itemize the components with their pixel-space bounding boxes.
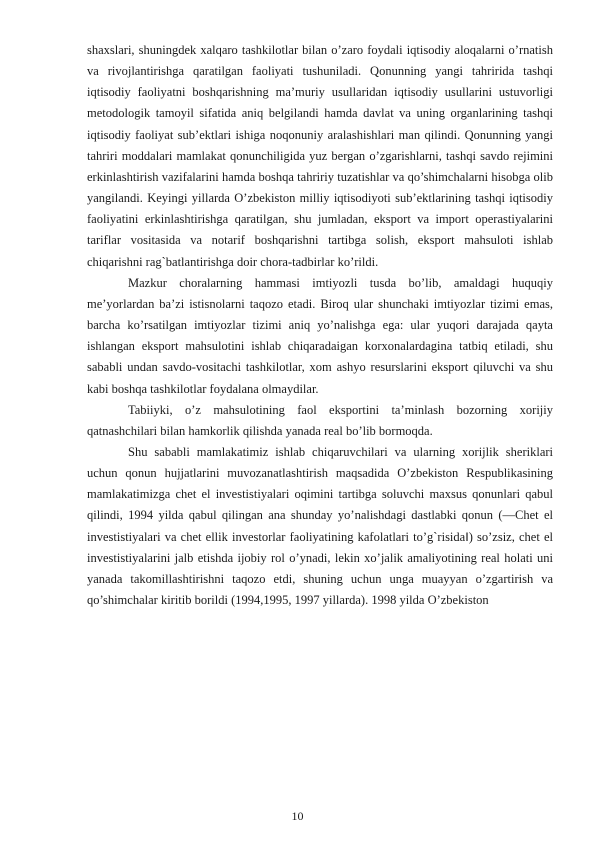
paragraph: Tabiiyki, o’z mahsulotining faol eksportini ta’minlash bozorning xorijiy qatnashchilari bilan hamkorlik qilishda yanada real bo’lib bormoqda.	[87, 402, 553, 438]
paragraph-continued: shaxslari, shuningdek xalqaro tashkilotlar bilan o’zaro foydali iqtisodiy aloqalarni o’rnatish va rivojlantirishga qaratilgan faoliyati tushuniladi. Qonunning yangi tahririda tashqi iqtisodiy faoliyatni boshqarishning ma’muriy usullaridan iqtisodiy usullarini ustuvorligi metodologik tamoyil sifatida aniq belgilandi hamda davlat va uning organlarining tashqi iqtisodiy faoliyat sub’ektlari ishiga noqonuniy aralashishlari man qilindi. Qonunning yangi tahriri moddalari mamlakat qonunchiligida yuz bergan o’zgarishlarni, tashqi savdo rejimini erkinlashtirish vazifalarini hamda boshqa tahririy tuzatishlar va qo’shimchalarni hisobga olib yangilandi. Keyingi yillarda O’zbekiston milliy iqtisodiyoti sub’ektlarining tashqi iqtisodiy faoliyatini erkinlashtirishga qaratilgan, shu jumladan, eksport va import operastiyalarini tariflar vositasida va notarif boshqarishni tartibga solish, eksport mahsuloti ishlab chiqarishni rag`batlantirishga doir chora-tadbirlar ko’rildi.	[87, 43, 553, 269]
page-number: 10	[291, 809, 304, 823]
paragraph: Mazkur choralarning hammasi imtiyozli tusda bo’lib, amaldagi huquqiy me’yorlardan ba’zi istisnolarni taqozo etadi. Biroq ular shunchaki imtiyozlar tizimi emas, barcha ko’rsatilgan imtiyozlar tizimi aniq yo’nalishga ega: ular yuqori darajada qayta ishlangan eksport mahsulotini ishlab chiqaradaigan korxonalardagina tatbiq etiladi, shu sababli undan savdo-vositachi tashkilotlar, xom ashyo resurslarini eksport qiluvchi va shu kabi boshqa tashkilotlar foydalana olmaydilar.	[87, 275, 553, 396]
body-text	[87, 40, 553, 611]
paragraph: Shu sababli mamlakatimiz ishlab chiqaruvchilari va ularning xorijlik sheriklari uchun qonun hujjatlarini muvozanatlashtirish maqsadida O’zbekiston Respublikasining mamlakatimizga chet el investistiyalari oqimini tartibga soluvchi maxsus qonunlari qabul qilindi, 1994 yilda qabul qilingan ana shunday yo’nalishdagi dastlabki qonun (―Chet el investistiyalari va chet ellik investorlar faoliyatining kafolatlari to’g`risida‖) so’zsiz, chet el investistiyalarini jalb etishda ijobiy rol o’ynadi, lekin xo’jalik amaliyotining real holati uni yanada takomillashtirishni taqozo etdi, shuning uchun unga muayyan o’zgartirish va qo’shimchalar kiritib borildi (1994,1995, 1997 yillarda). 1998 yilda O’zbekiston	[87, 444, 553, 608]
